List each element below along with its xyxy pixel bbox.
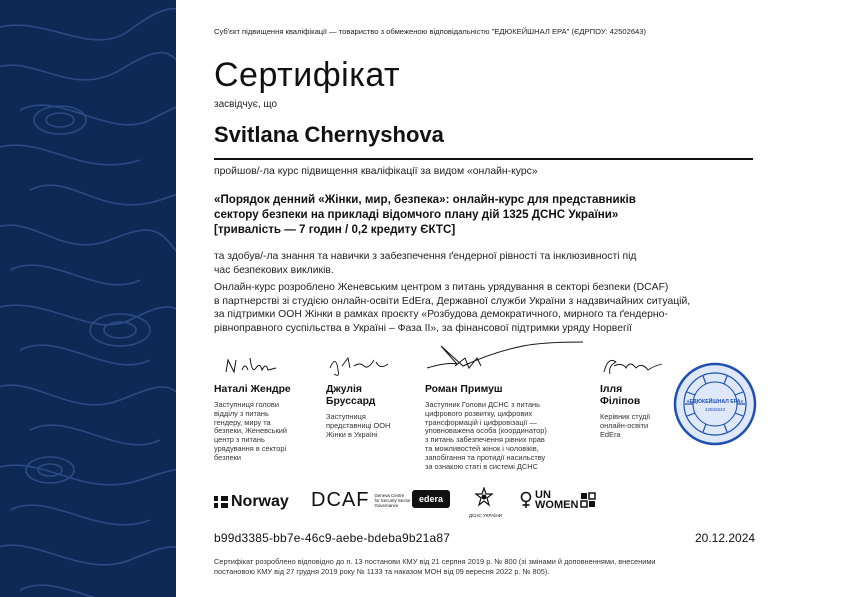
signature-image xyxy=(214,352,294,380)
signer-role: Заступниця представниці ООН Жінки в Україні xyxy=(326,412,391,439)
legal-line: Сертифікат розроблено відповідно до п. 13 постанови КМУ від 21 серпня 2019 р. № 800 (зі змінами й доповненнями, внесеними xyxy=(214,557,656,566)
recipient-name: Svitlana Chernyshova xyxy=(214,122,444,147)
signer-broussard xyxy=(326,352,416,439)
stamp-image xyxy=(673,362,757,446)
certificate-body xyxy=(214,0,774,597)
dsns-logo: ДСНС УКРАЇНИ xyxy=(469,487,499,518)
signer-role: Керівник студії онлайн-освіти EdEra xyxy=(600,412,651,439)
developers-line: Онлайн-курс розроблено Женевським центром з питань урядування в секторі безпеки (DCAF) xyxy=(214,282,669,293)
un-women-logo: UN WOMEN xyxy=(517,490,596,510)
signer-role: Заступниця голови відділу з питань гендеру, миру та безпеки, Женевський центр з питань урядування в секторі безпеки xyxy=(214,400,287,462)
topographic-pattern xyxy=(0,0,176,597)
course-title-line: сектору безпеки на прикладі відомчого плану дій 1325 ДСНС України» xyxy=(214,208,619,221)
certificate-title: Сертифікат xyxy=(214,56,401,94)
course-title-line: «Порядок денний «Жінки, мир, безпека»: онлайн-курс для представників xyxy=(214,193,636,206)
signer-filipov xyxy=(600,352,680,439)
stamp-center-text: «ЕДЮКЕЙШНАЛ ЕРА» xyxy=(686,399,744,405)
course-developers-text xyxy=(214,281,774,336)
norway-logo: Norway xyxy=(214,493,289,511)
completion-text: пройшов/-ла курс підвищення кваліфікації за видом «онлайн-курс» xyxy=(214,166,538,177)
signer-name: Ілля Філіпов xyxy=(600,384,641,407)
issue-date: 20.12.2024 xyxy=(695,531,756,545)
certifies-text: засвідчує, що xyxy=(214,99,278,110)
developers-line: рівноправного суспільства в Україні – Фаза ІІ», за фінансової підтримки уряду Норвегії xyxy=(214,323,632,335)
skills-text xyxy=(214,250,754,278)
partner-logos xyxy=(214,487,774,518)
dcaf-logo: DCAF Geneva Centre for Security Sector Governance xyxy=(311,489,411,511)
name-underline xyxy=(214,158,753,160)
certificate-id: b99d3385-bb7e-46c9-aebe-bdeba9b21a87 xyxy=(214,531,451,545)
signer-zhendre xyxy=(214,352,314,463)
official-stamp xyxy=(673,362,757,451)
developers-line: в партнерстві зі студією онлайн-освіти EdEra, Державної служби України з надзвичайних ситуацій, xyxy=(214,295,691,307)
skills-line: та здобув/-ла знання та навички з забезпечення ґендерної рівності та інклюзивності під xyxy=(214,251,637,262)
legal-footnote xyxy=(214,557,754,577)
signer-name: Роман Примуш xyxy=(425,384,503,395)
course-duration-line: [тривалість — 7 годин / 0,2 кредиту ЄКТС] xyxy=(214,223,456,236)
signer-name: Наталі Жендре xyxy=(214,384,291,395)
developers-line: за підтримки ООН Жінки в рамках проєкту «Розбудова демократичного, мирного та ґендерно- xyxy=(214,309,668,321)
skills-line: час безпекових викликів. xyxy=(214,265,334,276)
signature-image xyxy=(600,352,670,380)
signer-name: Джулія Бруссард xyxy=(326,384,376,407)
edera-logo: edera xyxy=(412,490,450,508)
course-title xyxy=(214,192,754,237)
un-women-grid-icon xyxy=(580,492,596,508)
signature-image xyxy=(326,352,406,380)
issuer-line: Суб'єкт підвищення кваліфікації — товариство з обмеженою відповідальністю "ЕДЮКЕЙШНАЛ ЕРА" (ЄДРПОУ: 42502643) xyxy=(214,27,647,36)
un-women-emblem-icon xyxy=(517,491,535,509)
stamp-code: 42502643 xyxy=(704,407,726,412)
signer-prymush xyxy=(425,340,585,471)
norway-flag-icon xyxy=(214,496,228,508)
decorative-side-panel xyxy=(0,0,176,597)
signature-image xyxy=(425,340,585,380)
dsns-emblem-icon xyxy=(473,487,495,507)
signer-role: Заступник Голови ДСНС з питань цифрового розвитку, цифрових трансформацій і цифровізації — уповноважена особа (координатор) з питань забезпечення рівних прав та можливостей жінок і чоловіків, запобігання та протидії насильству за ознакою статі в системі ДСНС xyxy=(425,400,547,471)
legal-line: постановою КМУ від 27 грудня 2019 року № 1133 та наказом МОН від 09 вересня 2022 р. № 805). xyxy=(214,567,550,576)
